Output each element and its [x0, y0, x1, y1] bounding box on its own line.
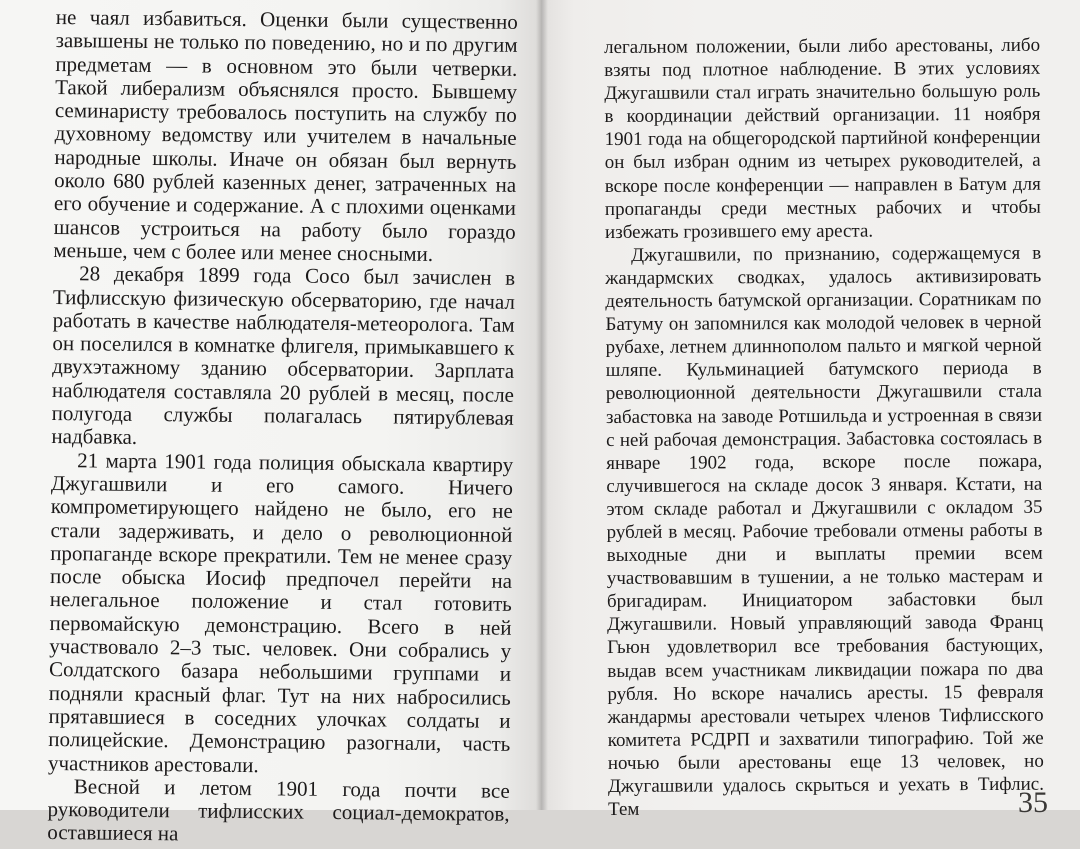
left-paragraph-3: 21 марта 1901 года полиция обыскала квартиру Джугашвили и его самого. Ничего компрометирующего найдено не было, его не стали задерживать, и дело о революционной пропаганде вскоре прекратили. Тем не менее сразу после обыска Иосиф предпочел перейти на нелегальное положение и стал готовить первомайскую демонстрацию. Всего в ней участвовало 2–3 тыс. человек. Они собрались у Солдатского базара небольшими группами и подняли красный флаг. Тут на них набросились прятавшиеся в соседних улочках солдаты и полицейские. Демонстрацию разогнали, часть участников арестовали. — [47, 447, 514, 777]
right-page-text — [604, 34, 1044, 821]
right-paragraph-2: Джугашвили, по признанию, содержащемуся в жандармских сводках, удалось активизировать деятельность батумской организации. Соратникам по Батуму он запомнился как молодой человек в черной рубахе, летнем длиннополом пальто и мягкой черной шляпе. Кульминацией батумского периода в революционной деятельности Джугашвили стала забастовка на заводе Ротшильда и устроенная в связи с ней рабочая демонстрация. Забастовка состоялась в январе 1902 года, вскоре после пожара, случившегося на складе досок 3 января. Кстати, на этом складе работал и Джугашвили с окладом 35 рублей в месяц. Рабочие требовали отмены работы в выходные дни и выплаты премии всем участвовавшим в тушении, а не только мастерам и бригадирам. Инициатором забастовки был Джугашвили. Новый управляющий завода Франц Гьюн удовлетворил все требования бастующих, выдав всем участникам ликвидации пожара по два рубля. Но вскоре начались аресты. 15 февраля жандармы арестовали четырех членов Тифлисского комитета РСДРП и захватили типографию. Той же ночью были арестованы еще 13 человек, но Джугашвили удалось скрыться и уехать в Тифлис. Тем — [605, 242, 1044, 821]
left-paragraph-2: 28 декабря 1899 года Сосо был зачислен в Тифлисскую физическую обсерваторию, где начал работать в качестве наблюдателя-метеоролога. Там он поселился в комнатке флигеля, примыкавшего к двухэтажному зданию обсерватории. Зарплата наблюдателя составляла 20 рублей в месяц, после полугода службы полагалась пятирублевая надбавка. — [51, 261, 516, 450]
book-gutter — [536, 0, 548, 810]
left-page-text — [47, 6, 518, 849]
right-paragraph-1: легальном положении, были либо арестованы, либо взяты под плотное наблюдение. В этих условиях Джугашвили стал играть значительно большую роль в координации действий организации. 11 ноября 1901 года на общегородской партийной конференции он был избран одним из четырех руководителей, а вскоре после конференции — направлен в Батум для пропаганды среди местных рабочих и чтобы избежать грозившего ему ареста. — [604, 34, 1041, 243]
left-paragraph-4: Весной и летом 1901 года почти все руководители тифлисских социал-демократов, оставшиеся на — [47, 774, 510, 846]
left-paragraph-1: не чаял избавиться. Оценки были существенно завышены не только по поведению, но и по другим предметам — в основном это были четверки. Такой либерализм объяснялся просто. Бывшему семинаристу требовалось поступить на службу по духовному ведомству или учителем в начальные народные школы. Иначе он обязан был вернуть около 680 рублей казенных денег, затраченных на его обучение и содержание. А с плохими оценками шансов устроиться на работу было гораздо меньше, чем с более или менее сносными. — [53, 5, 518, 266]
page-number: 35 — [1018, 786, 1048, 819]
